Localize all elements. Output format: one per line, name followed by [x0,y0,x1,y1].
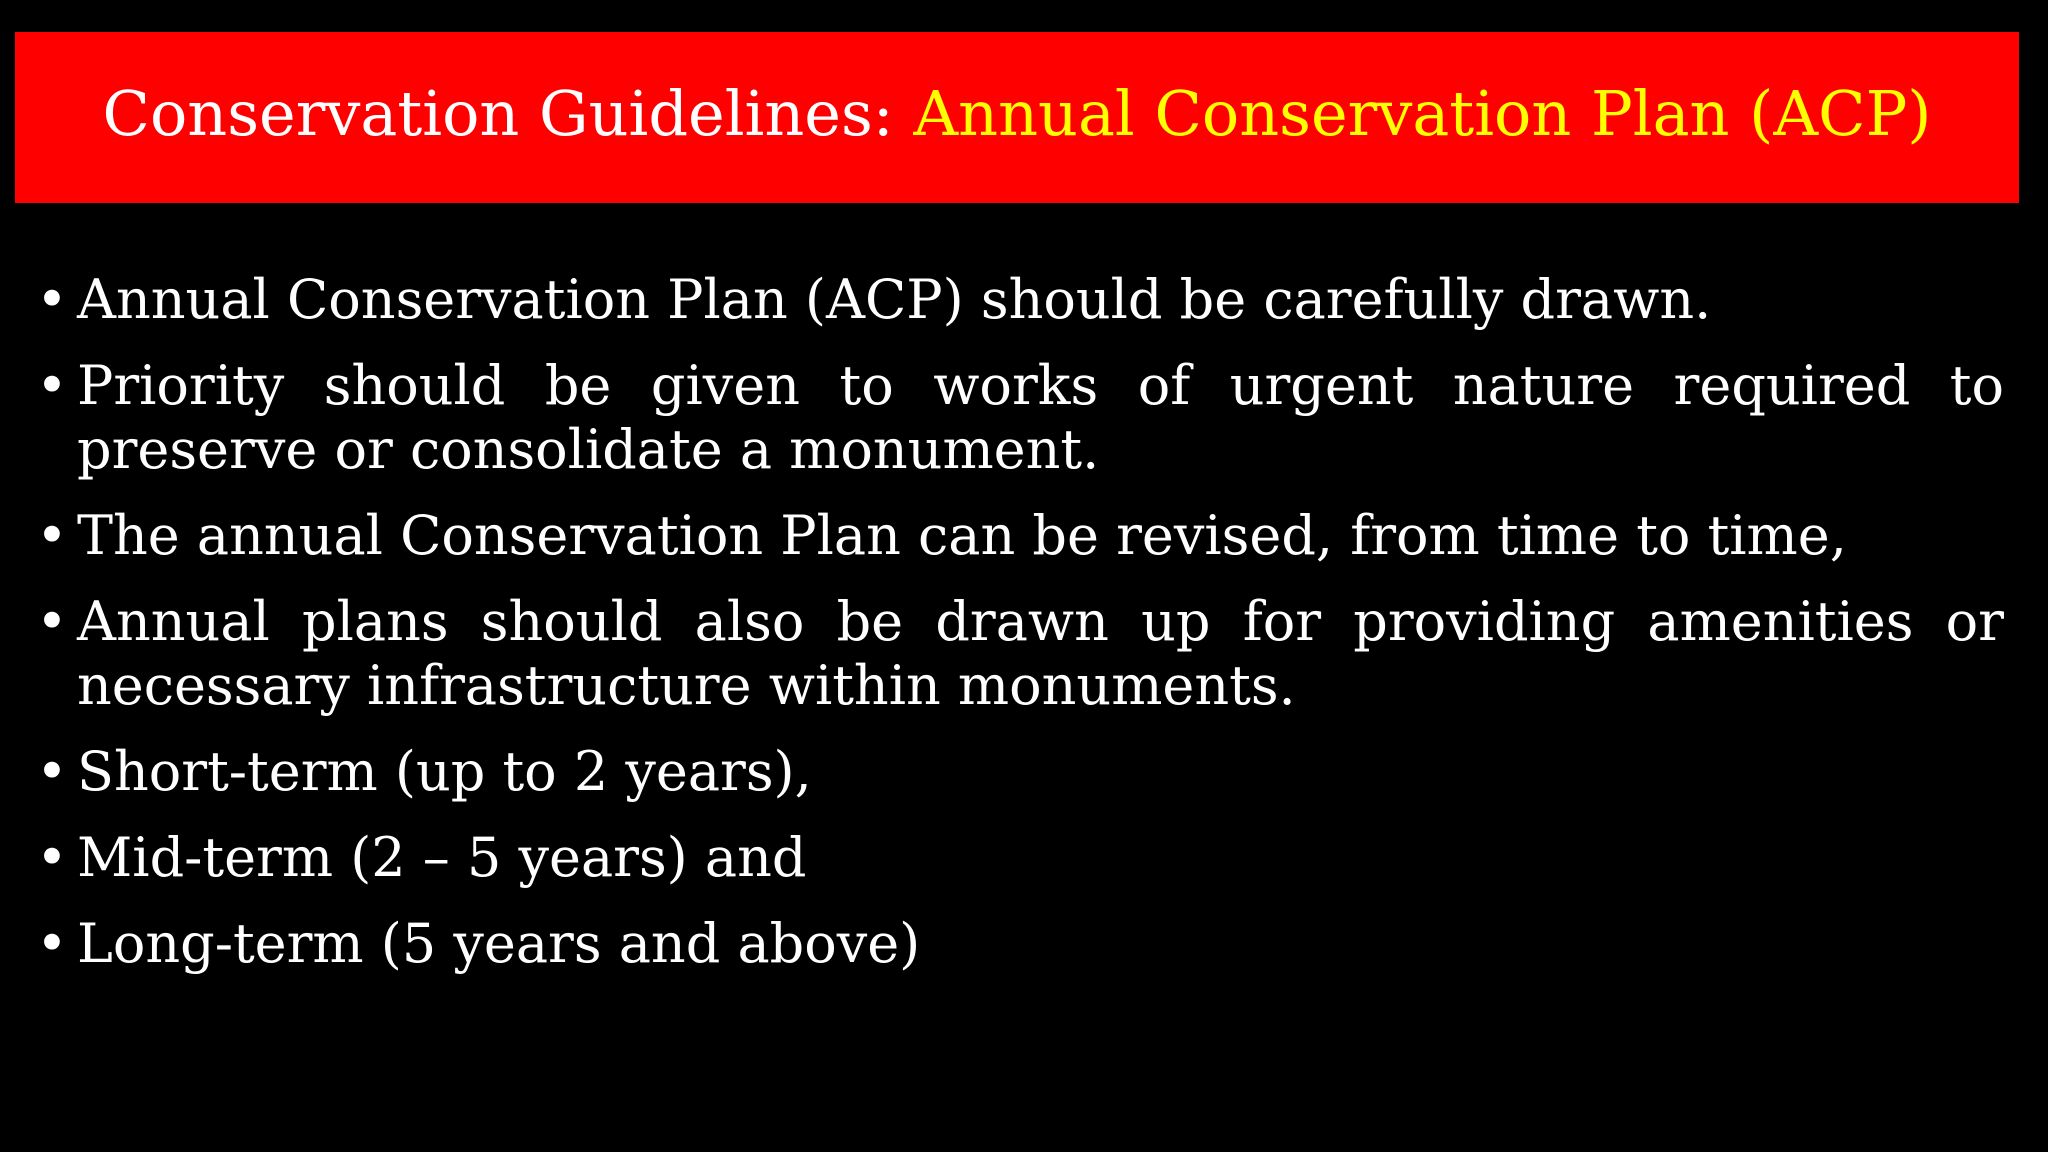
bullet-list [36,268,2004,998]
bullet-item: • The annual Conservation Plan can be revised, from time to time, [36,504,2004,568]
bullet-item: • Annual Conservation Plan (ACP) should be carefully drawn. [36,268,2004,332]
bullet-item: • Mid-term (2 – 5 years) and [36,826,2004,890]
bullet-item: • Short-term (up to 2 years), [36,740,2004,804]
bullet-item: • Priority should be given to works of urgent nature required to preserve or consolidate a monument. [36,354,2004,482]
bullet-item: • Long-term (5 years and above) [36,912,2004,976]
bullet-item: • Annual plans should also be drawn up for providing amenities or necessary infrastructure within monuments. [36,590,2004,718]
title-accent-text: Annual Conservation Plan (ACP) [913,77,1932,150]
slide-title [103,77,1932,150]
title-bar [15,32,2019,203]
title-main-text: Conservation Guidelines: [102,77,914,150]
